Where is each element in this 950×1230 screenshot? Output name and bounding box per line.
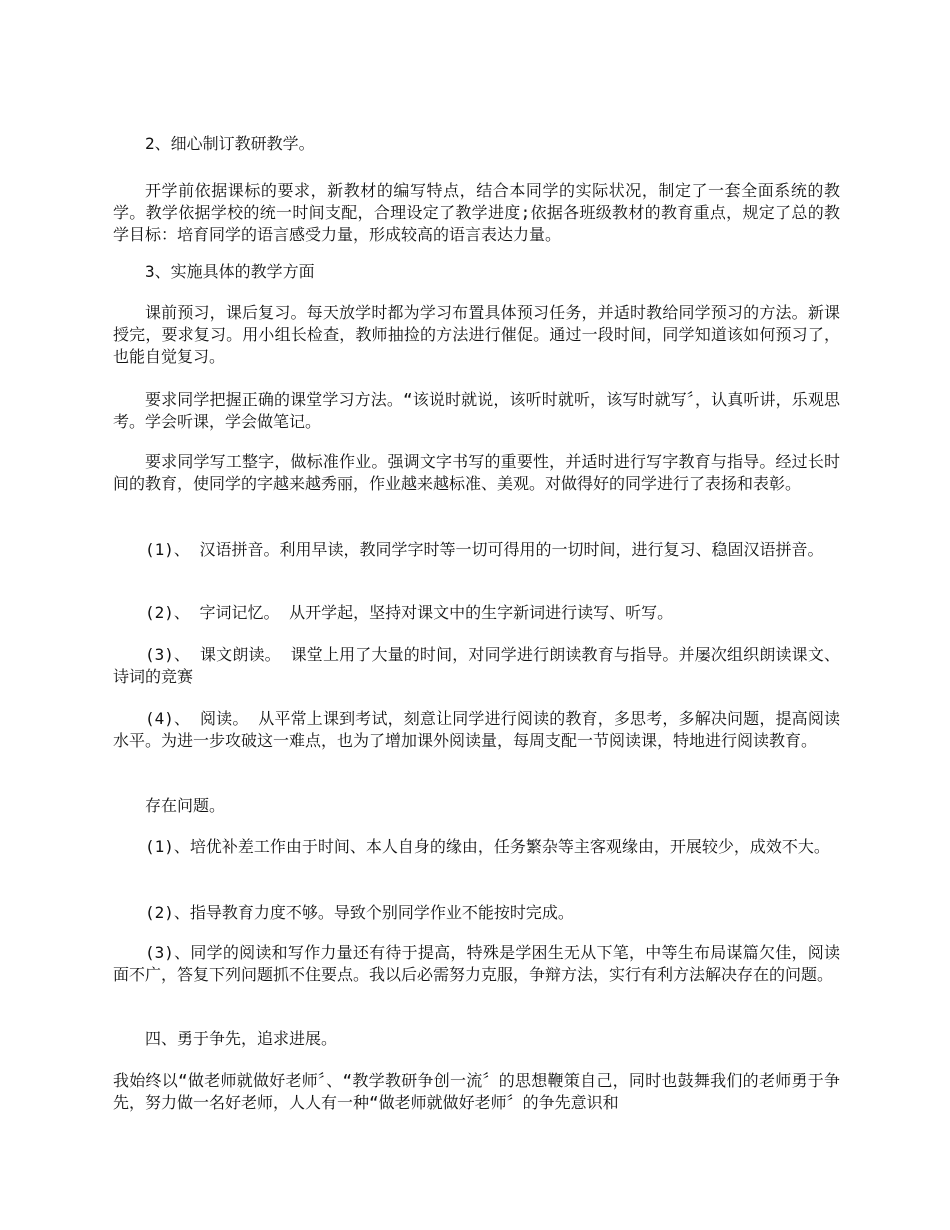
- section-heading-problems: 存在问题。: [145, 796, 226, 815]
- paragraph-preview-review: 课前预习，课后复习。每天放学时都为学习布置具体预习任务，并适时教给同学预习的方法。新课授完，要求复习。用小组长检查，教师抽捡的方法进行催促。通过一段时间，同学知道该如何预习了，也能自觉复习。: [113, 303, 840, 366]
- list-item-reading-aloud: (3)、 课文朗读。 课堂上用了大量的时间，对同学进行朗读教育与指导。并屡次组织朗读课文、诗词的竞赛: [113, 645, 840, 686]
- paragraph-strive-first: 我始终以“做老师就做好老师〞、“教学教研争创一流〞的思想鞭策自己，同时也鼓舞我们的老师勇于争先，努力做一名好老师，人人有一种“做老师就做好老师〞的争先意识和: [113, 1071, 840, 1112]
- section-heading-2: 2、细心制订教研教学。: [145, 134, 315, 153]
- section-heading-4: 四、勇于争先，追求进展。: [145, 1029, 338, 1048]
- paragraph-classroom-method: 要求同学把握正确的课堂学习方法。“该说时就说，该听时就听，该写时就写〞，认真听讲，乐观思考。学会听课，学会做笔记。: [113, 390, 840, 431]
- list-item-vocabulary: (2)、 字词记忆。 从开学起，坚持对课文中的生字新词进行读写、听写。: [145, 603, 674, 622]
- list-item-reading: (4)、 阅读。 从平常上课到考试，刻意让同学进行阅读的教育，多思考，多解决问题，提高阅读水平。为进一步攻破这一难点，也为了增加课外阅读量，每周支配一节阅读课，特地进行阅读教育。: [113, 709, 840, 750]
- problem-item-2: (2)、指导教育力度不够。导致个别同学作业不能按时完成。: [145, 903, 574, 922]
- list-item-pinyin: (1)、 汉语拼音。利用早读，教同学字时等一切可得用的一切时间，进行复习、稳固汉语拼音。: [145, 540, 824, 559]
- problem-item-1: (1)、培优补差工作由于时间、本人自身的缘由，任务繁杂等主客观缘由，开展较少，成效不大。: [145, 837, 830, 856]
- paragraph-handwriting: 要求同学写工整字，做标准作业。强调文字书写的重要性，并适时进行写字教育与指导。经过长时间的教育，使同学的字越来越秀丽，作业越来越标准、美观。对做得好的同学进行了表扬和表彰。: [113, 452, 840, 493]
- paragraph-teaching-plan: 开学前依据课标的要求，新教材的编写特点，结合本同学的实际状况，制定了一套全面系统的教学。教学依据学校的统一时间支配，合理设定了教学进度;依据各班级教材的教育重点，规定了总的教学目标：培育同学的语言感受力量，形成较高的语言表达力量。: [113, 181, 840, 244]
- section-heading-3: 3、实施具体的教学方面: [145, 262, 315, 281]
- problem-item-3: (3)、同学的阅读和写作力量还有待于提高，特殊是学困生无从下笔，中等生布局谋篇欠佳，阅读面不广，答复下列问题抓不住要点。我以后必需努力克服，争辩方法，实行有利方法解决存在的问题。: [113, 943, 840, 984]
